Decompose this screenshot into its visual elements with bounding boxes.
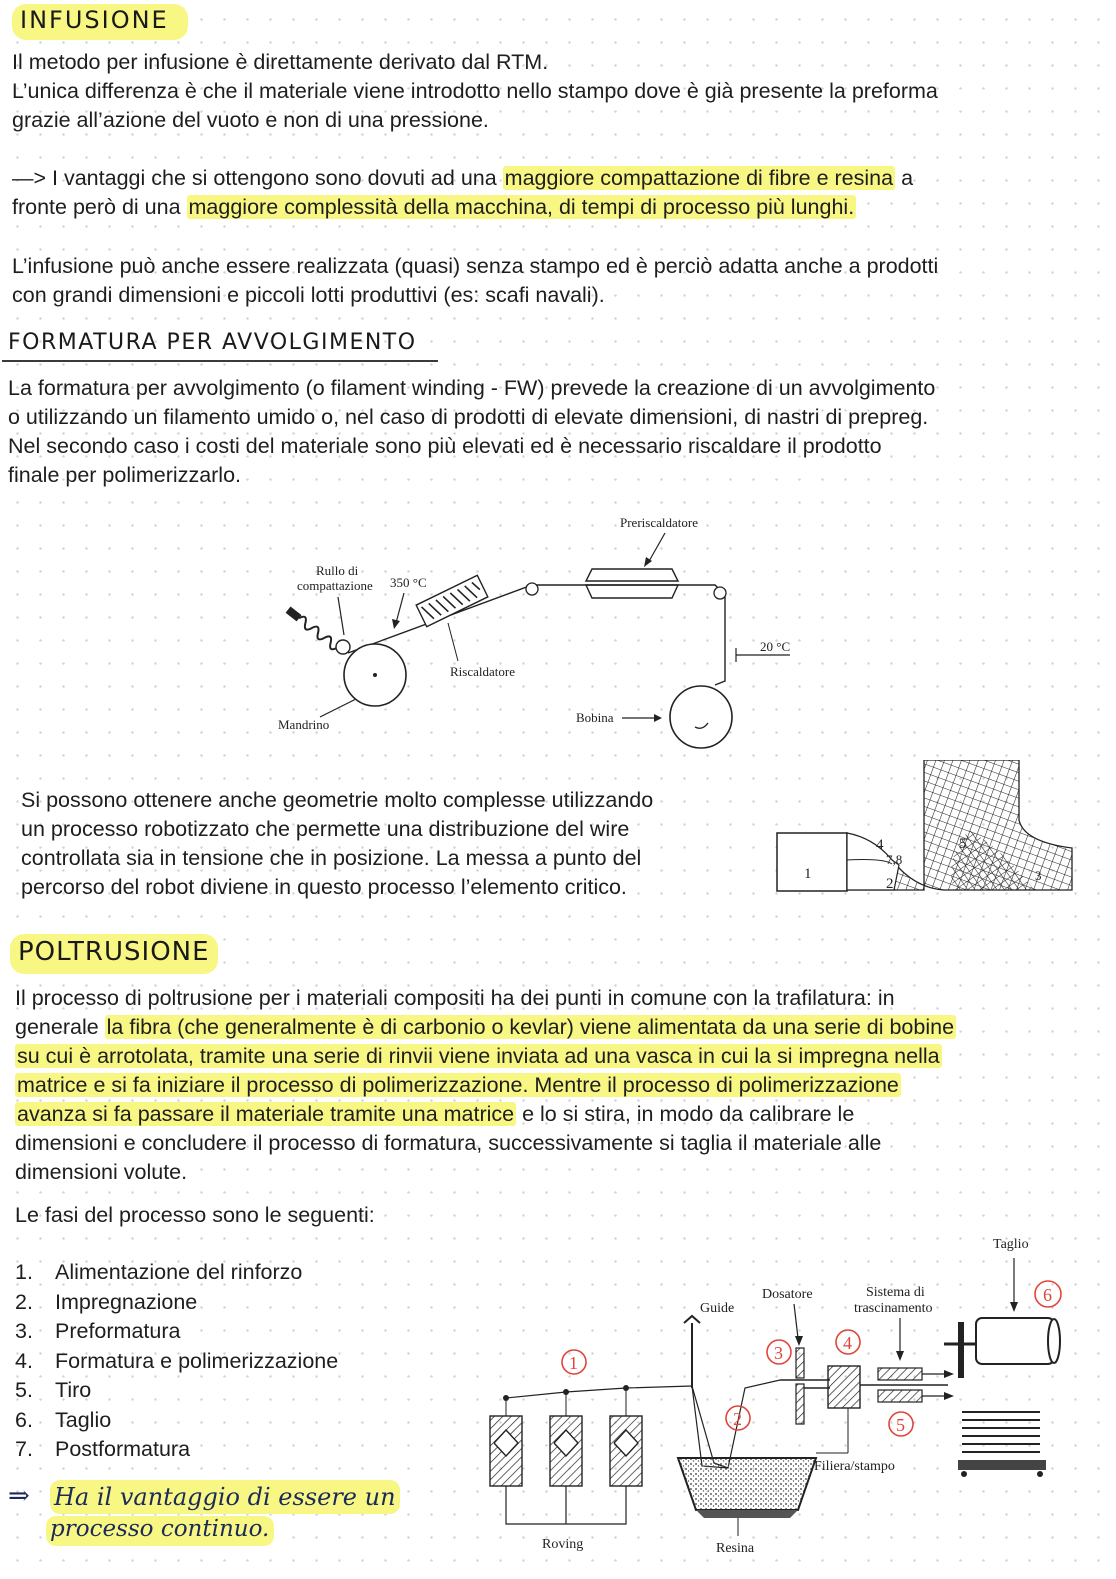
text-line	[15, 1071, 956, 1100]
dosatore-bottom	[796, 1384, 804, 1424]
figure-label: 3	[1035, 868, 1042, 883]
preheater-bottom	[586, 585, 678, 598]
label-temp-cold: 20 °C	[760, 639, 791, 654]
list-label: Taglio	[55, 1407, 112, 1432]
marker-number: 1	[569, 1353, 578, 1373]
highlighted-text: la fibra (che generalmente è di carbonio o kevlar) viene alimentata da una serie di bobine	[106, 1015, 955, 1039]
section-title-formatura: FORMATURA PER AVVOLGIMENTO	[8, 330, 417, 355]
arrowhead	[795, 1336, 803, 1346]
step-marker-2	[726, 1406, 750, 1430]
arrow-line	[338, 597, 344, 635]
cutter-blade	[958, 1322, 964, 1378]
rullo-compattazione	[336, 640, 350, 654]
text-line: Nel secondo caso i costi del materiale sono più elevati ed è necessario riscaldare il prodotto	[8, 434, 882, 458]
note-arrow-icon: ⇒	[8, 1481, 30, 1511]
fiber-line	[506, 1386, 692, 1398]
text-line: dimensioni volute.	[15, 1160, 188, 1184]
list-label: Preformatura	[55, 1319, 181, 1343]
text-line: L’infusione può anche essere realizzata (quasi) senza stampo ed è perciò adatta anche a prodotti	[12, 254, 939, 278]
handwritten-note-line: Ha il vantaggio di essere un	[54, 1483, 396, 1511]
text-line: La formatura per avvolgimento (o filament winding - FW) prevede la creazione di un avvolgimento	[8, 376, 936, 400]
list-label: Postformatura	[55, 1437, 191, 1461]
text-span: fronte però di una	[12, 195, 187, 219]
roving-creel	[550, 1416, 582, 1486]
label-mandrino: Mandrino	[278, 717, 330, 732]
list-number: 2.	[15, 1289, 33, 1314]
list-item	[15, 1406, 338, 1436]
arrow-line	[648, 533, 665, 563]
straight-section	[777, 833, 847, 891]
text-span: e lo si stira, in modo da calibrare le	[516, 1102, 855, 1126]
label-dosatore: Dosatore	[762, 1287, 813, 1302]
text-line: grazie all’azione del vuoto e non di una pressione.	[12, 108, 489, 132]
spring-handle	[286, 606, 302, 621]
step-marker-3	[767, 1340, 791, 1364]
mandrino-center	[373, 673, 377, 677]
arrowhead	[1010, 1302, 1018, 1312]
text-line	[12, 164, 913, 193]
guide-roller	[714, 587, 726, 599]
pultrusion-diagram	[470, 1228, 1080, 1568]
filament-winding-diagram	[270, 505, 810, 760]
label-taglio: Taglio	[993, 1237, 1029, 1252]
text-line: finale per polimerizzarlo.	[8, 463, 242, 487]
cart-wheel	[1037, 1471, 1043, 1477]
formatura-paragraph-2	[21, 786, 653, 902]
figure-label: 4	[876, 837, 884, 853]
heading-underline	[2, 360, 438, 362]
marker-number: 6	[1043, 1285, 1052, 1305]
list-label: Impregnazione	[55, 1289, 198, 1314]
text-line: Il processo di poltrusione per i materiali compositi ha dei punti in comune con la trafilatura: in	[15, 986, 895, 1010]
preheater-top	[586, 569, 678, 581]
arrow-line	[396, 593, 404, 623]
text-line: Si possono ottenere anche geometrie molto complesse utilizzando	[21, 788, 654, 812]
riscaldatore-block	[416, 575, 488, 626]
leader-line	[320, 699, 356, 717]
poltrusione-paragraph	[15, 984, 956, 1187]
text-line: o utilizzando un filamento umido o, nel caso di prodotti di elevate dimensioni, di nastri di prepreg.	[8, 405, 929, 429]
resin-bath-shadow	[696, 1510, 798, 1518]
spring-coils	[296, 615, 339, 652]
cutter-drum	[976, 1318, 1054, 1364]
list-number: 4.	[15, 1348, 33, 1373]
text-span: —> I vantaggi che si ottengono sono dovuti ad una	[12, 166, 503, 190]
label-temp-hot: 350 °C	[390, 575, 427, 590]
marker-number: 5	[896, 1415, 905, 1435]
label-riscaldatore: Riscaldatore	[450, 664, 515, 679]
cutter-drum-end	[1048, 1319, 1060, 1363]
section-title-infusione: INFUSIONE	[20, 6, 169, 34]
compaction-spring	[285, 606, 339, 651]
bobina-spool	[670, 686, 732, 748]
step-marker-4	[836, 1330, 860, 1354]
figure-label: 2	[886, 876, 894, 892]
marker-number: 3	[774, 1343, 783, 1363]
list-item	[15, 1288, 338, 1318]
list-item	[15, 1376, 338, 1406]
roving-creel	[490, 1416, 522, 1486]
handwritten-note-line: processo continuo.	[50, 1516, 270, 1542]
label-rullo-1: Rullo di	[316, 563, 359, 578]
text-span: a	[895, 166, 914, 190]
list-item	[15, 1317, 338, 1347]
text-line: con grandi dimensioni e piccoli lotti produttivi (es: scafi navali).	[12, 283, 605, 307]
guide-roller	[526, 583, 538, 595]
text-line	[15, 1013, 956, 1042]
roving-creel	[610, 1416, 642, 1486]
label-roving: Roving	[542, 1537, 584, 1552]
marker-number: 2	[733, 1409, 742, 1429]
step-marker-6	[1035, 1281, 1061, 1307]
list-item	[15, 1258, 338, 1288]
puller-bottom	[878, 1390, 922, 1402]
text-line	[15, 1042, 956, 1071]
guide-wedge	[684, 1316, 700, 1323]
phases-intro: Le fasi del processo sono le seguenti:	[15, 1203, 375, 1227]
arrowhead	[392, 619, 400, 629]
text-line: L’unica differenza è che il materiale viene introdotto nello stampo dove è già presente la preforma	[12, 79, 938, 103]
text-line	[12, 193, 913, 222]
infusione-paragraph-3	[12, 252, 938, 310]
list-label: Alimentazione del rinforzo	[55, 1260, 303, 1284]
filiera-stampo	[828, 1366, 860, 1408]
label-sistema-1: Sistema di	[866, 1285, 925, 1300]
arrowhead	[654, 714, 662, 722]
highlighted-text: maggiore complessità della macchina, di tempi di processo più lunghi.	[188, 195, 855, 219]
highlighted-text: matrice e si fa iniziare il processo di polimerizzazione. Mentre il processo di polimerizzazione	[17, 1073, 899, 1097]
text-line: dimensioni e concludere il processo di formatura, successivamente si taglia il materiale alle	[15, 1131, 882, 1155]
section-title-poltrusione: POLTRUSIONE	[18, 937, 210, 967]
robotic-winding-figure	[774, 760, 1074, 895]
highlighted-text: avanza si fa passare il materiale tramite una matrice	[17, 1102, 515, 1126]
label-bobina: Bobina	[576, 710, 614, 725]
highlighted-text: su cui è arrotolata, tramite una serie di rinvii viene inviata ad una vasca in cui la si impregna nella	[17, 1044, 940, 1068]
infusione-paragraph-2	[12, 164, 913, 222]
list-number: 6.	[15, 1407, 33, 1432]
list-number: 7.	[15, 1437, 33, 1461]
label-filiera: Filiera/stampo	[814, 1459, 895, 1474]
label-guide: Guide	[700, 1301, 735, 1316]
stacked-profiles	[958, 1412, 1046, 1477]
list-item	[15, 1435, 338, 1465]
cart-wheel	[961, 1471, 967, 1477]
formatura-paragraph-1	[8, 374, 935, 490]
text-line	[15, 1100, 956, 1129]
label-sistema-2: trascinamento	[854, 1301, 933, 1316]
text-span: generale	[15, 1015, 105, 1039]
list-label: Formatura e polimerizzazione	[55, 1348, 339, 1373]
infusione-paragraph-1	[12, 48, 938, 135]
list-number: 1.	[15, 1260, 33, 1284]
puller-top	[878, 1368, 922, 1380]
marker-number: 4	[843, 1333, 852, 1353]
list-number: 3.	[15, 1319, 33, 1343]
list-number: 5.	[15, 1378, 33, 1402]
list-label: Tiro	[55, 1378, 92, 1402]
leader-line	[448, 623, 458, 661]
label-resina: Resina	[716, 1541, 755, 1556]
heater-body	[416, 575, 488, 626]
cart	[958, 1460, 1046, 1470]
figure-label: 7,8	[886, 852, 903, 867]
step-marker-5	[889, 1412, 913, 1436]
phases-list	[15, 1258, 338, 1465]
step-marker-1	[562, 1350, 586, 1374]
label-preriscaldatore: Preriscaldatore	[620, 515, 698, 530]
dosatore-top	[796, 1348, 804, 1378]
text-line: un processo robotizzato che permette una distribuzione del wire	[21, 817, 630, 841]
arrow-line	[794, 1304, 798, 1338]
list-item	[15, 1347, 338, 1377]
resin-bath	[678, 1458, 816, 1510]
figure-label: 1	[804, 866, 812, 882]
figure-label: 5	[959, 836, 967, 852]
arrowhead	[896, 1351, 904, 1361]
label-rullo-2: compattazione	[297, 578, 373, 593]
text-line: controllata sia in tensione che in posizione. La messa a punto del	[21, 846, 642, 870]
text-line: Il metodo per infusione è direttamente derivato dal RTM.	[12, 50, 549, 74]
text-line: percorso del robot diviene in questo processo l’elemento critico.	[21, 875, 627, 899]
highlighted-text: maggiore compattazione di fibre e resina	[504, 166, 894, 190]
